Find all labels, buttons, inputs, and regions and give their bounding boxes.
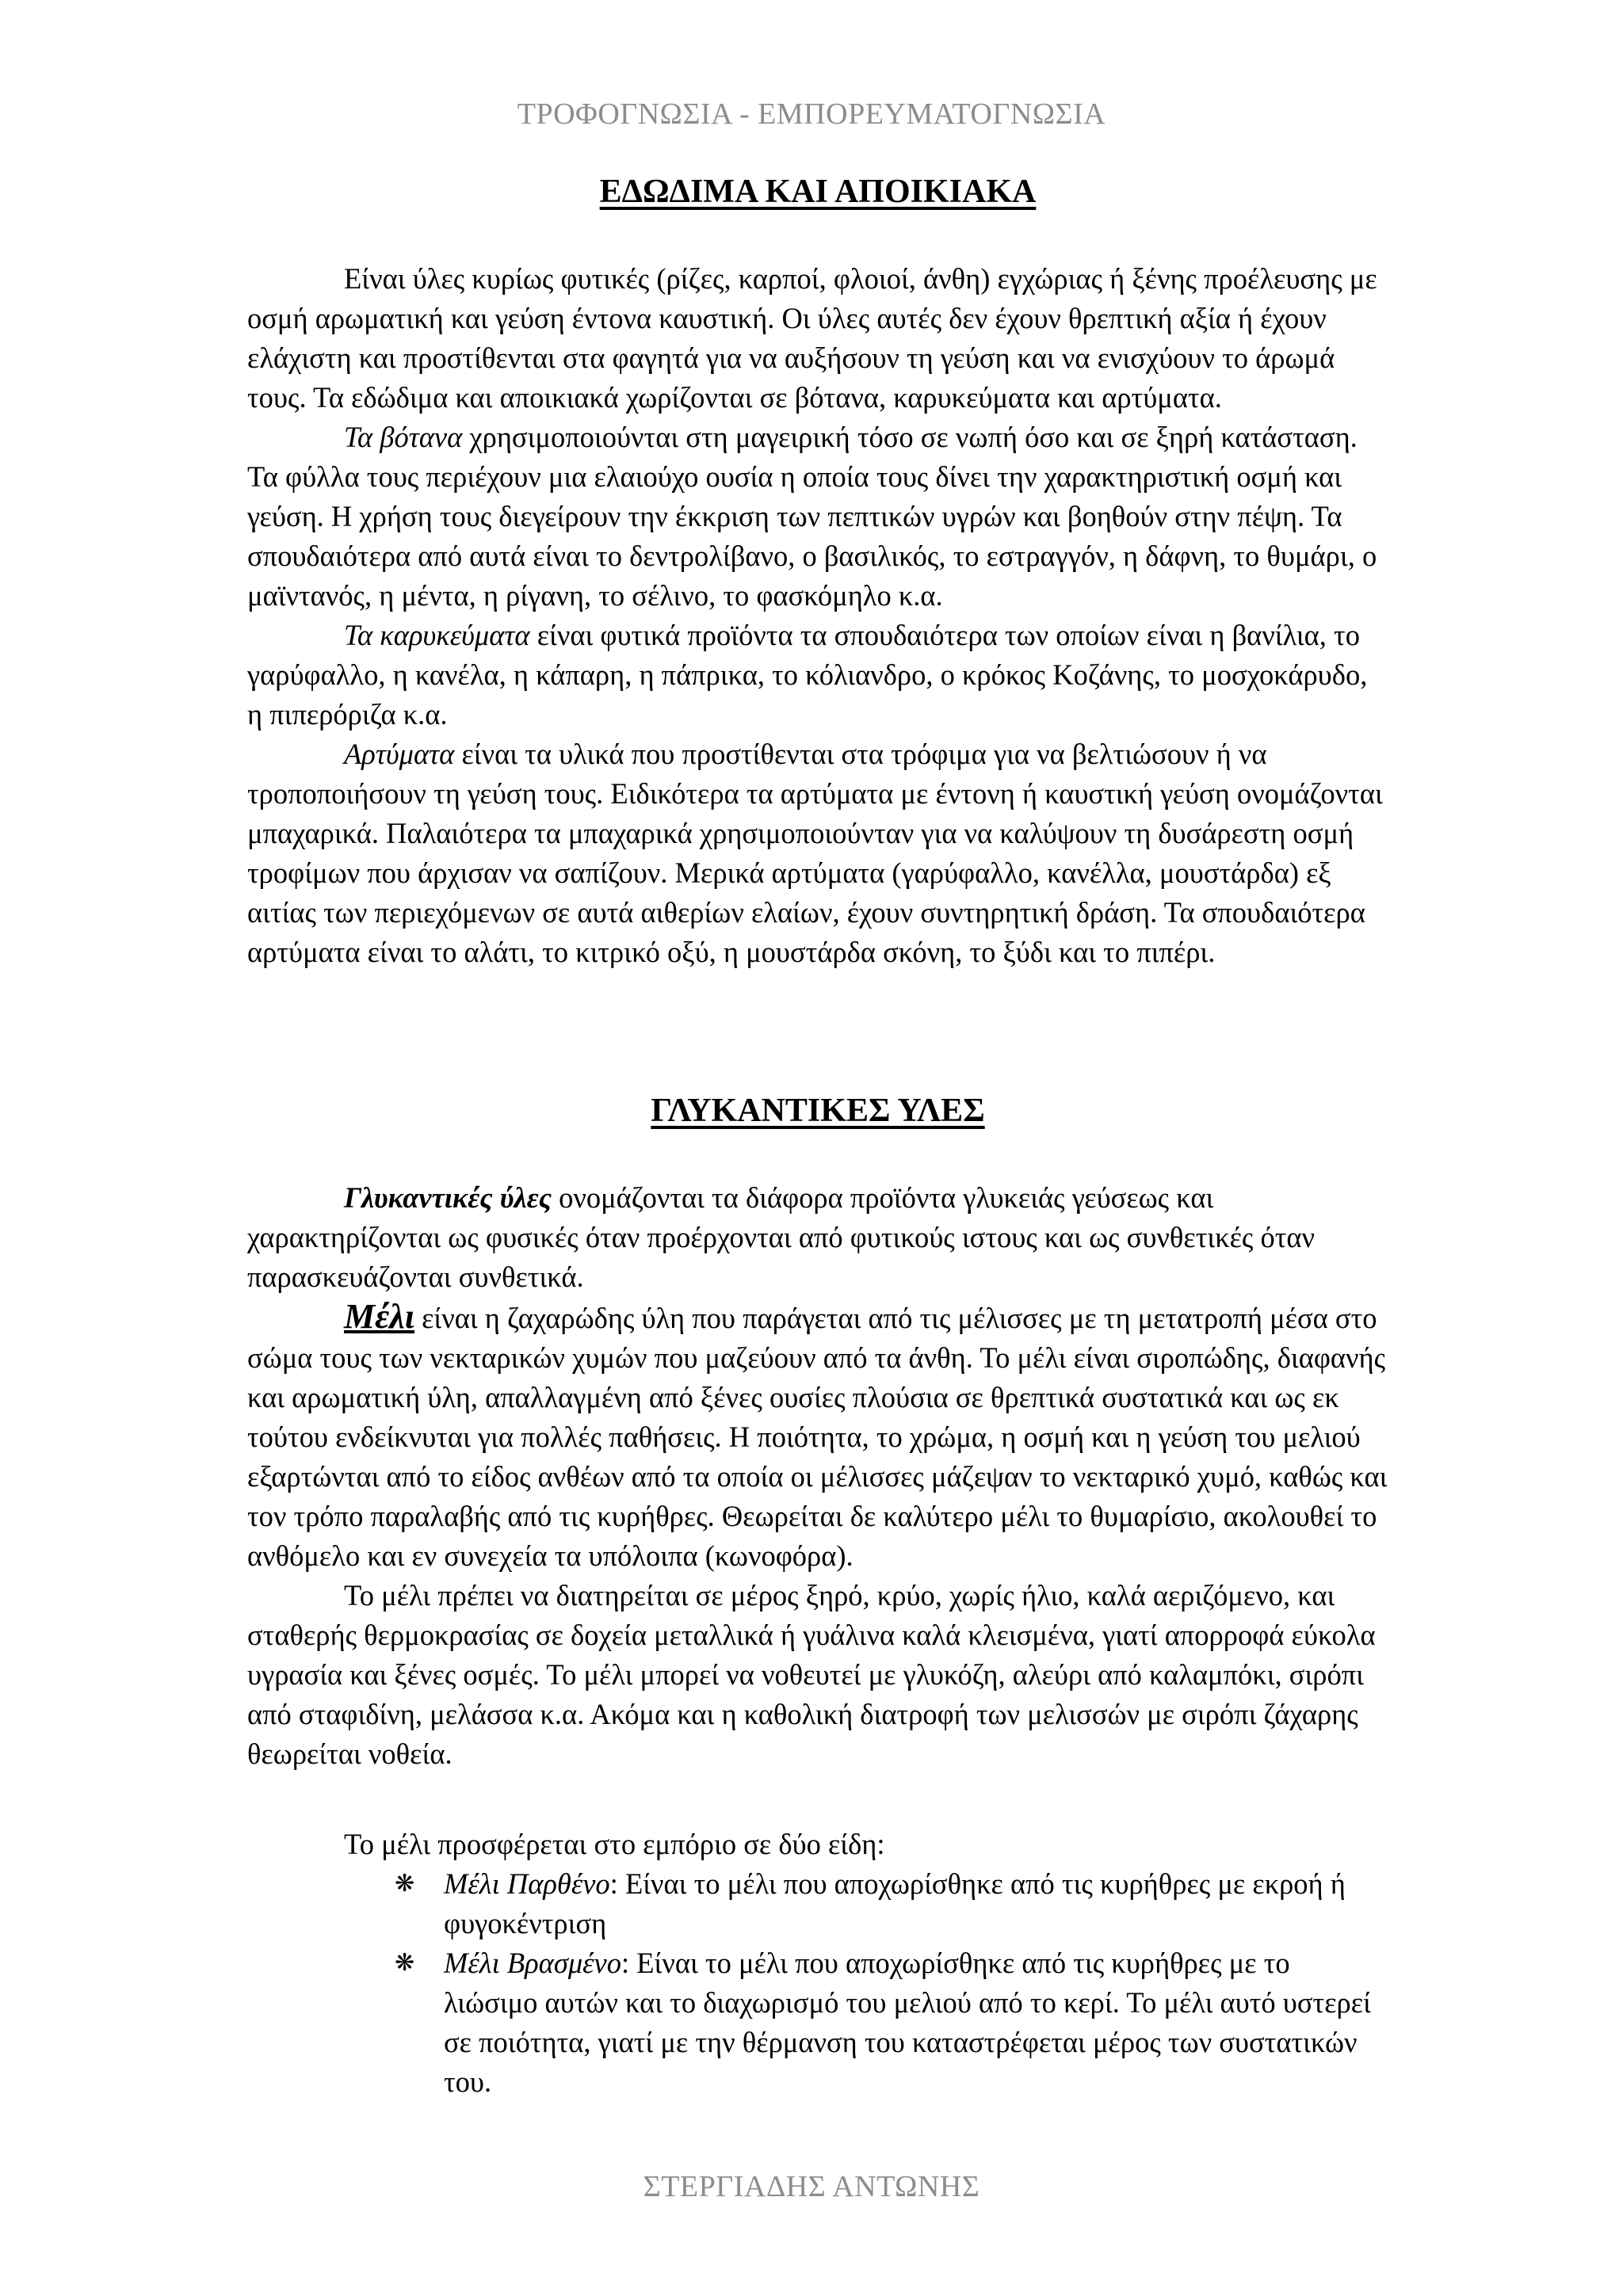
paragraph-herbs [247,418,1388,616]
honey-types-intro: Το μέλι προσφέρεται στο εμπόριο σε δύο είδη: [344,1828,885,1860]
paragraph-sweeteners [247,1178,1388,1297]
list-item [395,1943,1388,2102]
page-header: ΤΡΟΦΟΓΝΩΣΙΑ - ΕΜΠΟΡΕΥΜΑΤΟΓΝΩΣΙΑ [517,97,1106,131]
paragraph-seasonings-text: είναι τα υλικά που προστίθενται στα τρόφιμα για να βελτιώσουν ή να τροποποιήσουν τη γεύση τους. Ειδικότερα τα αρτύματα με έντονη ή καυστική γεύση ονομάζονται μπαχαρικά. Παλαιότερα τα μπαχαρικά χρησιμοποιούνταν για να καλύψουν τη δυσάρεστη οσμή τροφίμων που άρχισαν να σαπίζουν. Μερικά αρτύματα (γαρύφαλλο, κανέλλα, μουστάρδα) εξ αιτίας των περιεχόμενων σε αυτά αιθερίων ελαίων, έχουν συντηρητική δράση. Τα σπουδαιότερα αρτύματα είναι το αλάτι, το κιτρικό οξύ, η μουστάρδα σκόνη, το ξύδι και το πιπέρι. [247,738,1383,968]
section-title-sweeteners: ΓΛΥΚΑΝΤΙΚΕΣ ΥΛΕΣ [651,1093,985,1129]
snowflake-icon: ❋ [395,1949,415,1977]
section-title-condiments: ΕΔΩΔΙΜΑ ΚΑΙ ΑΠΟΙΚΙΑΚΑ [599,174,1037,210]
list-item-text: : Είναι το μέλι που αποχωρίσθηκε από τις κυρήθρες με το λιώσιμο αυτών και το διαχωρισμό του μελιού από το κερί. Το μέλι αυτό υστερεί σε ποιότητα, γιατί με την θέρμανση του καταστρέφεται μέρος των συστατικών του. [444,1947,1371,2098]
section-sweeteners-text [247,1178,1388,1774]
paragraph-spices-text: είναι φυτικά προϊόντα τα σπουδαιότερα των οποίων είναι η βανίλια, το γαρύφαλλο, η κανέλα, η κάπαρη, η πάπρικα, το κόλιανδρο, ο κρόκος Κοζάνης, το μοσχοκάρυδο, η πιπερόριζα κ.α. [247,619,1368,730]
paragraph-honey [247,1297,1388,1576]
section-condiments-text [247,259,1388,972]
honey-types-list [395,1864,1388,2102]
list-item-term: Μέλι Παρθένο [444,1867,610,1900]
term-honey: Μέλι [344,1297,414,1336]
paragraph-seasonings [247,734,1388,972]
list-item-term: Μέλι Βρασμένο [444,1947,621,1979]
list-item-text: : Είναι το μέλι που αποχωρίσθηκε από τις κυρήθρες με εκροή ή φυγοκέντριση [444,1867,1346,1939]
snowflake-icon: ❋ [395,1870,415,1897]
paragraph-herbs-text: χρησιμοποιούνται στη μαγειρική τόσο σε νωπή όσο και σε ξηρή κατάσταση. Τα φύλλα τους περιέχουν μια ελαιούχο ουσία η οποία τους δίνει την χαρακτηριστική οσμή και γεύση. Η χρήση τους διεγείρουν την έκκριση των πεπτικών υγρών και βοηθούν στην πέψη. Τα σπουδαιότερα από αυτά είναι το δεντρολίβανο, ο βασιλικός, το εστραγγόν, η δάφνη, το θυμάρι, ο μαϊντανός, η μέντα, η ρίγανη, το σέλινο, το φασκόμηλο κ.α. [247,421,1377,612]
term-spices: Τα καρυκεύματα [344,619,530,651]
term-seasonings: Αρτύματα [344,738,455,770]
list-item [395,1864,1388,1943]
term-sweeteners: Γλυκαντικές ύλες [344,1181,552,1214]
paragraph-spices [247,616,1388,734]
paragraph-intro: Είναι ύλες κυρίως φυτικές (ρίζες, καρποί, φλοιοί, άνθη) εγχώριας ή ξένης προέλευσης με οσμή αρωματική και γεύση έντονα καυστική. Οι ύλες αυτές δεν έχουν θρεπτική αξία ή έχουν ελάχιστη και προστίθενται στα φαγητά για να αυξήσουν τη γεύση και να ενισχύουν το άρωμά τους. Τα εδώδιμα και αποικιακά χωρίζονται σε βότανα, καρυκεύματα και αρτύματα. [247,262,1377,414]
paragraph-sweeteners-text: ονομάζονται τα διάφορα προϊόντα γλυκειάς γεύσεως και χαρακτηρίζονται ως φυσικές όταν προέρχονται από φυτικούς ιστους και ως συνθετικές όταν παρασκευάζονται συνθετικά. [247,1181,1316,1293]
paragraph-honey-text: είναι η ζαχαρώδης ύλη που παράγεται από τις μέλισσες με τη μετατροπή μέσα στο σώμα τους των νεκταρικών χυμών που μαζεύουν από τα άνθη. Το μέλι είναι σιροπώδης, διαφανής και αρωματική ύλη, απαλλαγμένη από ξένες ουσίες πλούσια σε θρεπτικά συστατικά και ως εκ τούτου ενδείκνυται για πολλές παθήσεις. Η ποιότητα, το χρώμα, η οσμή και η γεύση του μελιού εξαρτώνται από το είδος ανθέων από τα οποία οι μέλισσες μάζεψαν το νεκταρικό χυμό, καθώς και τον τρόπο παραλαβής από τις κυρήθρες. Θεωρείται δε καλύτερο μέλι το θυμαρίσιο, ακολουθεί το ανθόμελο και εν συνεχεία τα υπόλοιπα (κωνοφόρα). [247,1302,1388,1572]
paragraph-honey-storage: Το μέλι πρέπει να διατηρείται σε μέρος ξηρό, κρύο, χωρίς ήλιο, καλά αεριζόμενο, και σταθερής θερμοκρασίας σε δοχεία μεταλλικά ή γυάλινα καλά κλεισμένα, γιατί απορροφά εύκολα υγρασία και ξένες οσμές. Το μέλι μπορεί να νοθευτεί με γλυκόζη, αλεύρι από καλαμπόκι, σιρόπι από σταφιδίνη, μελάσσα κ.α. Ακόμα και η καθολική διατροφή των μελισσών με σιρόπι ζάχαρης θεωρείται νοθεία. [247,1579,1376,1770]
term-herbs: Τα βότανα [344,421,463,453]
page-footer: ΣΤΕΡΓΙΑΔΗΣ ΑΝΤΩΝΗΣ [643,2170,980,2203]
